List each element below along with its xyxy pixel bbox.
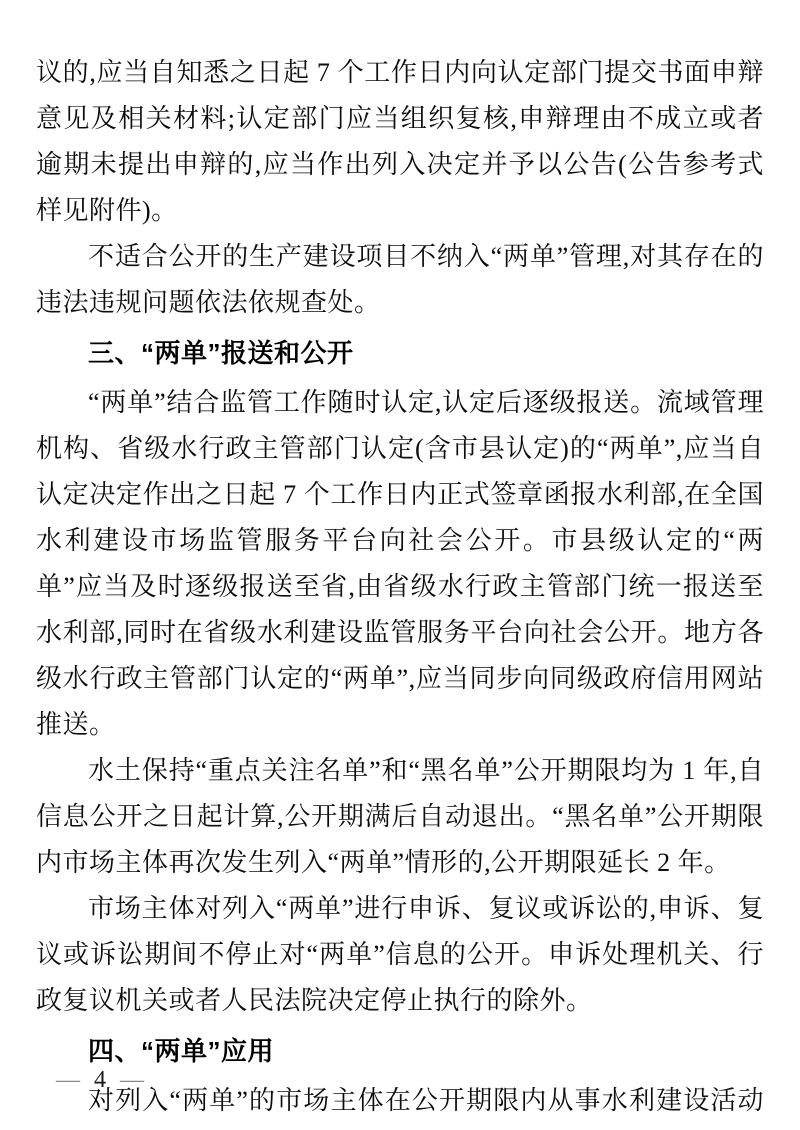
page-footer [56, 1066, 144, 1094]
page-number: 4 [94, 1067, 106, 1093]
section-heading-4: 四、“两单”应用 [88, 1036, 275, 1066]
section-heading-3: 三、“两单”报送和公开 [88, 338, 354, 368]
paragraph: “两单”结合监管工作随时认定,认定后逐级报送。流域管理机构、省级水行政主管部门认定(含市县认定)的“两单”,应当自认定决定作出之日起 7 个工作日内正式签章函报水利部,在全国水利建设市场监管服务平台向社会公开。市县级认定的“两单”应当及时逐级报送至省,由省级水行政主管部门统一报送至水利部,同时在省级水利建设监管服务平台向社会公开。地方各级水行政主管部门认定的“两单”,应当同步向同级政府信用网站推送。 [36, 388, 764, 739]
paragraph-cutoff: 对列入“两单”的市场主体在公开期限内从事水利建设活动 [88, 1086, 764, 1115]
paragraph: 市场主体对列入“两单”进行申诉、复议或诉讼的,申诉、复议或诉讼期间不停止对“两单”信息的公开。申诉处理机关、行政复议机关或者人民法院决定停止执行的除外。 [36, 894, 764, 1015]
paragraph: 水土保持“重点关注名单”和“黑名单”公开期限均为 1 年,自信息公开之日起计算,公开期满后自动退出。“黑名单”公开期限内市场主体再次发生列入“两单”情形的,公开期限延长 2 年。 [36, 756, 764, 877]
footer-dash-right: — [120, 1067, 144, 1093]
document-body [36, 50, 764, 1124]
paragraph: 不适合公开的生产建设项目不纳入“两单”管理,对其存在的违法违规问题依法依规查处。 [36, 242, 764, 317]
footer-dash-left: — [56, 1067, 80, 1093]
paragraph-continuation: 议的,应当自知悉之日起 7 个工作日内向认定部门提交书面申辩意见及相关材料;认定部门应当组织复核,申辩理由不成立或者逾期未提出申辩的,应当作出列入决定并予以公告(公告参考式样见附件)。 [36, 58, 764, 225]
